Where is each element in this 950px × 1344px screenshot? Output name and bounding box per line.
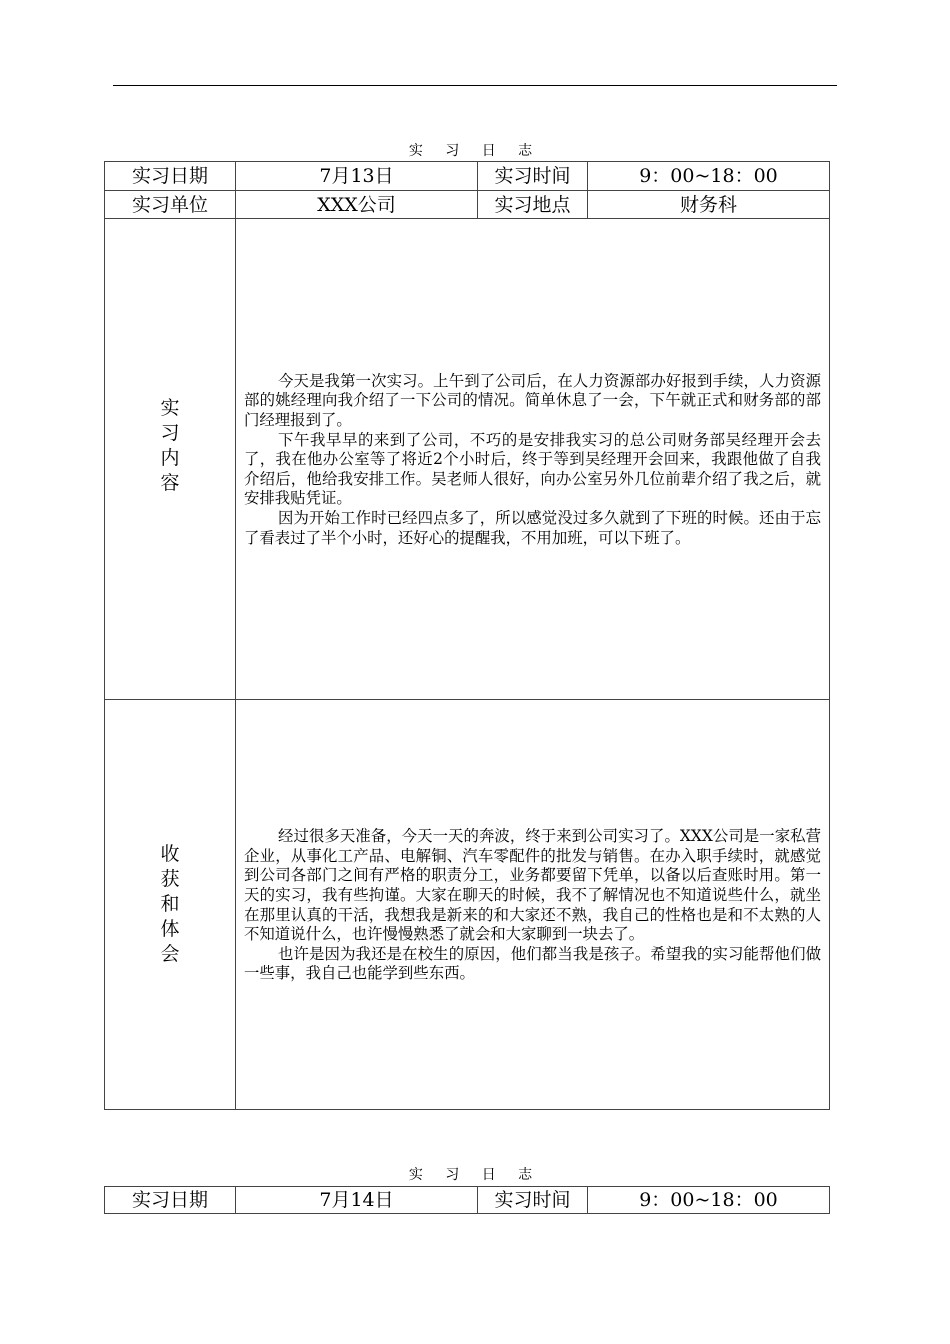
gain-label-char: 收: [160, 843, 180, 865]
time-value: 9：00~18：00: [588, 1187, 830, 1214]
date-value: 7月13日: [236, 162, 478, 191]
gain-label-char: 和: [160, 893, 180, 915]
log-table: [104, 1186, 830, 1214]
time-value: 9：00~18：00: [588, 162, 830, 191]
gain-label-char: 体: [160, 918, 180, 940]
content-paragraph: 因为开始工作时已经四点多了，所以感觉没过多久就到了下班的时候。还由于忘了看表过了半个小时，还好心的提醒我，不用加班，可以下班了。: [244, 508, 821, 547]
content-label: [105, 219, 236, 700]
time-label: 实习时间: [478, 1187, 588, 1214]
date-label: 实习日期: [105, 1187, 236, 1214]
log-title: 实 习 日 志: [408, 1167, 542, 1183]
unit-label: 实习单位: [105, 191, 236, 219]
gain-text: [236, 700, 830, 1110]
date-time-row: [105, 1187, 830, 1214]
date-value: 7月14日: [236, 1187, 478, 1214]
gain-row: [105, 700, 830, 1110]
log-title: 实 习 日 志: [408, 143, 542, 159]
content-label-char: 内: [160, 447, 180, 469]
date-time-row: [105, 162, 830, 191]
content-row: [105, 219, 830, 700]
content-paragraph: 今天是我第一次实习。上午到了公司后，在人力资源部办好报到手续，人力资源部的姚经理向我介绍了一下公司的情况。简单休息了一会，下午就正式和财务部的部门经理报到了。: [244, 371, 821, 430]
log-table: [104, 161, 830, 1110]
content-label-char: 习: [160, 422, 180, 444]
date-label: 实习日期: [105, 162, 236, 191]
place-label: 实习地点: [478, 191, 588, 219]
place-value: 财务科: [588, 191, 830, 219]
content-label-char: 实: [160, 397, 180, 419]
content-text: [236, 219, 830, 700]
content-label-char: 容: [160, 472, 180, 494]
unit-place-row: [105, 191, 830, 219]
unit-value: XXX公司: [236, 191, 478, 219]
gain-label-char: 会: [160, 943, 180, 965]
page-header-rule: [113, 85, 837, 86]
time-label: 实习时间: [478, 162, 588, 191]
gain-paragraph: 经过很多天准备，今天一天的奔波，终于来到公司实习了。XXX公司是一家私营企业，从事化工产品、电解铜、汽车零配件的批发与销售。在办入职手续时，就感觉到公司各部门之间有严格的职责分工，业务都要留下凭单，以备以后查账时用。第一天的实习，我有些拘谨。大家在聊天的时候，我不了解情况也不知道说些什么，就坐在那里认真的干活，我想我是新来的和大家还不熟，我自己的性格也是和不太熟的人不知道说什么，也许慢慢熟悉了就会和大家聊到一块去了。: [244, 827, 821, 944]
gain-paragraph: 也许是因为我还是在校生的原因，他们都当我是孩子。希望我的实习能帮他们做一些事，我自己也能学到些东西。: [244, 944, 821, 983]
gain-label-char: 获: [160, 868, 180, 890]
gain-label: [105, 700, 236, 1110]
content-paragraph: 下午我早早的来到了公司，不巧的是安排我实习的总公司财务部吴经理开会去了，我在他办公室等了将近2个小时后，终于等到吴经理开会回来，我跟他做了自我介绍后，他给我安排工作。吴老师人很好，向办公室另外几位前辈介绍了我之后，就安排我贴凭证。: [244, 430, 821, 508]
